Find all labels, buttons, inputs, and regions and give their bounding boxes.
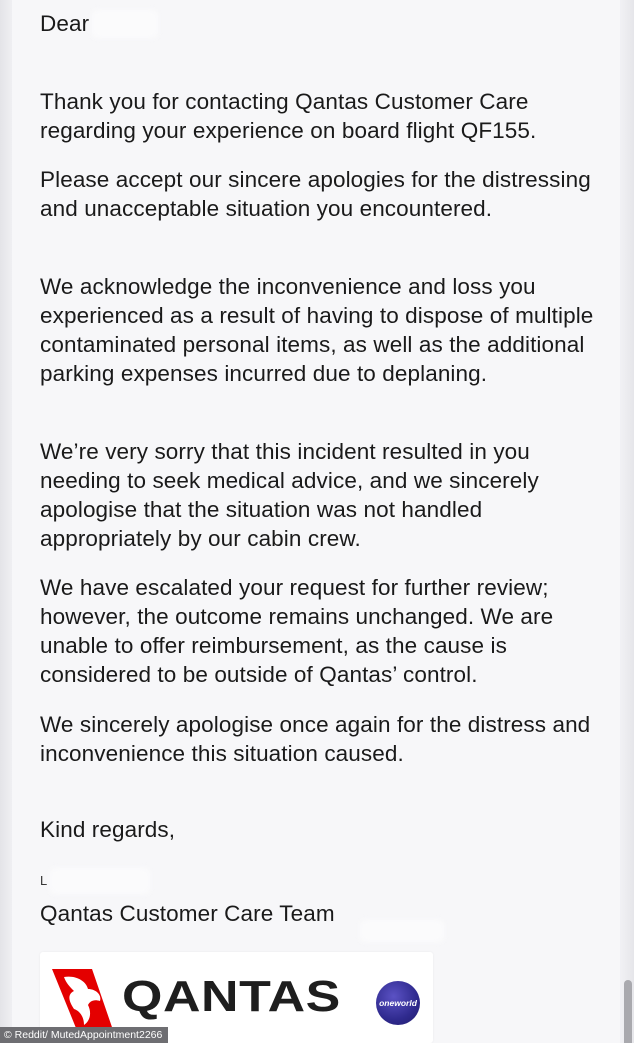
right-margin	[620, 0, 634, 1043]
redacted-recipient-name	[92, 10, 158, 38]
scrollbar[interactable]	[624, 980, 632, 1043]
paragraph-acknowledge: We acknowledge the inconvenience and loss you experienced as a result of having to dispose of multiple contaminated personal items, as well as the additional parking expenses incurred due to deplaning.	[40, 274, 594, 386]
paragraph-outcome: We have escalated your request for further review; however, the outcome remains unchanged. We are unable to offer reimbursement, as the cause is considered to be outside of Qantas’ control.	[40, 575, 554, 687]
team-name: Qantas Customer Care Team	[40, 901, 335, 926]
redacted-signature-name	[50, 868, 150, 894]
paragraph-medical: We’re very sorry that this incident resulted in you needing to seek medical advice, and we sincerely apologise that the situation was not handled appropriately by our cabin crew.	[40, 439, 539, 551]
greeting: Dear	[40, 11, 90, 36]
qantas-wordmark: QANTAS	[122, 972, 341, 1021]
left-margin	[0, 0, 12, 1043]
paragraph-closing-apology: We sincerely apologise once again for the distress and inconvenience this situation caused.	[40, 712, 591, 766]
paragraph-thank-you: Thank you for contacting Qantas Customer Care regarding your experience on board flight QF155.	[40, 89, 537, 143]
signature-initial: L	[40, 873, 48, 888]
paragraph-apology: Please accept our sincere apologies for the distressing and unacceptable situation you encountered.	[40, 167, 591, 221]
kangaroo-tail-icon	[52, 967, 116, 1035]
oneworld-badge-icon: oneworld	[376, 981, 420, 1025]
signoff: Kind regards,	[40, 817, 176, 842]
redacted-fragment	[360, 920, 444, 942]
image-credit: © Reddit/ MutedAppointment2266	[0, 1027, 168, 1043]
